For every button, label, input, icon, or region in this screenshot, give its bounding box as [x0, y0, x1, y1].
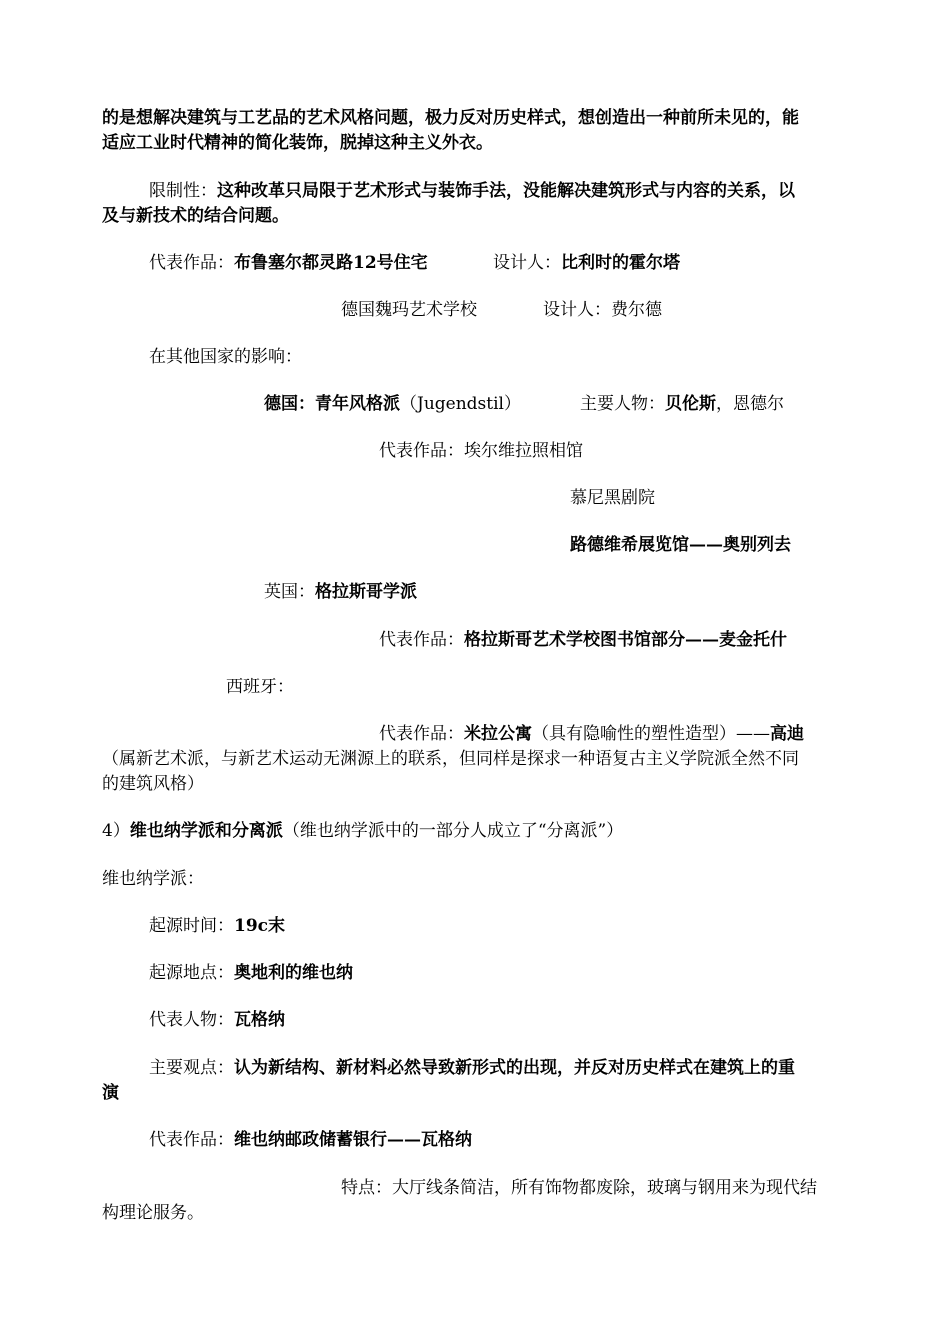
germany-rep-line	[379, 439, 583, 463]
spain-rep-line	[379, 722, 804, 746]
rep-work: 埃尔维拉照相馆	[464, 441, 583, 461]
designer-label: 设计人：	[543, 300, 611, 320]
paragraph-line: 构理论服务。	[102, 1203, 204, 1223]
designer-line	[493, 251, 680, 275]
vienna-rep-line	[149, 1128, 472, 1152]
main-people-rest: ，恩德尔	[716, 394, 784, 414]
field-label: 主要观点：	[149, 1058, 234, 1078]
rep-work: 米拉公寓	[464, 724, 532, 744]
feature-text: 大厅线条简洁，所有饰物都废除，玻璃与钢用来为现代结	[392, 1178, 817, 1198]
feature-line	[341, 1176, 817, 1200]
uk-rep-line	[379, 628, 787, 652]
rep-work: 慕尼黑剧院	[570, 488, 655, 508]
germany-label: 德国：	[264, 394, 315, 414]
paragraph-line: 及与新技术的结合问题。	[102, 206, 289, 226]
vienna-label: 维也纳学派：	[102, 869, 204, 889]
designer-line	[543, 298, 662, 322]
paragraph-line: 演	[102, 1083, 119, 1103]
rep-work-note: （具有隐喻性的塑性造型）——	[532, 724, 770, 744]
field-value: 19c末	[234, 916, 286, 936]
influence-heading: 在其他国家的影响：	[149, 347, 302, 367]
uk-line	[264, 580, 417, 604]
paragraph-line: 的建筑风格）	[102, 774, 204, 794]
paragraph-line: 的是想解决建筑与工艺品的艺术风格问题，极力反对历史样式，想创造出一种前所未见的，能	[102, 108, 799, 128]
main-people-bold: 贝伦斯	[665, 394, 716, 414]
designer-name: 费尔德	[611, 300, 662, 320]
limitation-line	[149, 179, 795, 203]
limitation-text: 这种改革只局限于艺术形式与装饰手法，没能解决建筑形式与内容的关系，以	[217, 181, 795, 201]
rep-work: 格拉斯哥艺术学校图书馆部分——麦金托什	[464, 630, 787, 650]
designer-name: 比利时的霍尔塔	[561, 253, 680, 273]
paragraph-line: （属新艺术派，与新艺术运动无渊源上的联系，但同样是探求一种语复古主义学院派全然不同	[102, 749, 799, 769]
rep-person-line	[149, 1008, 285, 1032]
origin-place-line	[149, 961, 353, 985]
uk-label: 英国：	[264, 582, 315, 602]
field-label: 代表人物：	[149, 1010, 234, 1030]
section-note: （维也纳学派中的一部分人成立了“分离派”）	[282, 821, 624, 841]
main-people-label: 主要人物：	[580, 394, 665, 414]
field-value: 瓦格纳	[234, 1010, 285, 1030]
germany-style: 青年风格派	[315, 394, 400, 414]
main-view-line	[149, 1056, 795, 1080]
limitation-label: 限制性：	[149, 181, 217, 201]
rep-label: 代表作品：	[379, 630, 464, 650]
field-label: 起源地点：	[149, 963, 234, 983]
field-label: 起源时间：	[149, 916, 234, 936]
rep-work: 布鲁塞尔都灵路12号住宅	[234, 253, 428, 273]
section-number: 4）	[102, 821, 130, 841]
section-title: 维也纳学派和分离派	[129, 821, 283, 841]
rep-label: 代表作品：	[149, 1130, 234, 1150]
rep-label: 代表作品：	[379, 441, 464, 461]
germany-style-en: （Jugendstil）	[400, 394, 521, 414]
germany-line	[264, 392, 521, 416]
rep-label: 代表作品：	[379, 724, 464, 744]
rep-work: 维也纳邮政储蓄银行——瓦格纳	[234, 1130, 472, 1150]
rep-label: 代表作品：	[149, 253, 234, 273]
feature-label: 特点：	[341, 1178, 392, 1198]
spain-label: 西班牙：	[226, 677, 294, 697]
architect-name: 高迪	[770, 724, 804, 744]
main-people-line	[580, 392, 784, 416]
section-heading	[102, 819, 623, 843]
rep-work: 路德维希展览馆——奥别列去	[570, 535, 791, 555]
paragraph-line: 适应工业时代精神的简化装饰，脱掉这种主义外衣。	[102, 133, 493, 153]
origin-time-line	[149, 914, 285, 938]
rep-work-line	[149, 251, 428, 275]
rep-work-line: 德国魏玛艺术学校	[341, 300, 477, 320]
designer-label: 设计人：	[493, 253, 561, 273]
field-value: 认为新结构、新材料必然导致新形式的出现，并反对历史样式在建筑上的重	[234, 1058, 795, 1078]
field-value: 奥地利的维也纳	[234, 963, 353, 983]
uk-style: 格拉斯哥学派	[315, 582, 417, 602]
